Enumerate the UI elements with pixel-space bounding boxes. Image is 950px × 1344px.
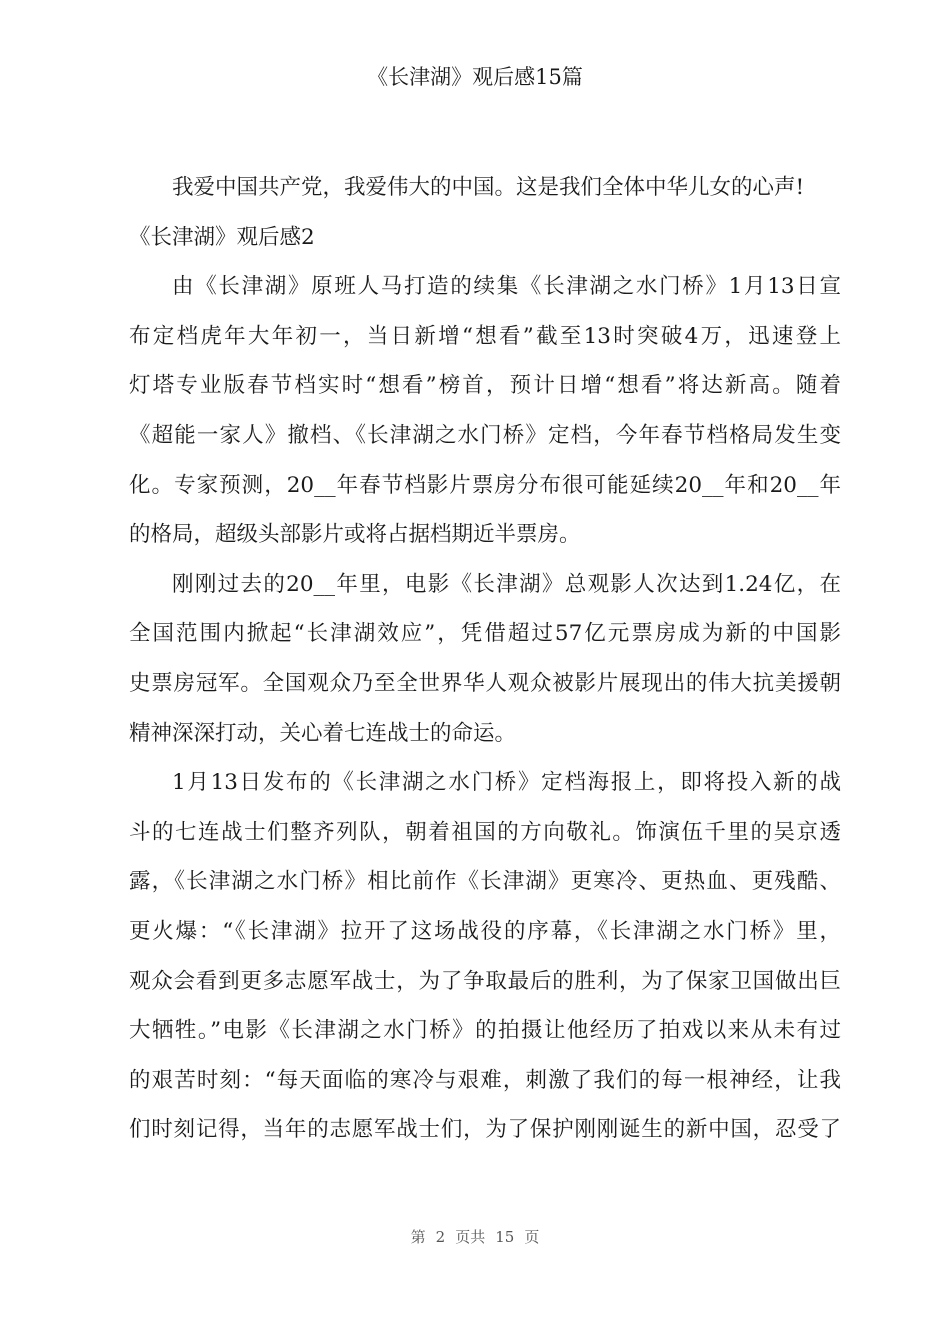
text-line: 灯塔专业版春节档实时“想看”榜首，预计日增“想看”将达新高。随着	[129, 373, 841, 399]
page-number-footer	[0, 1226, 950, 1248]
text-line: 观众会看到更多志愿军战士，为了争取最后的胜利，为了保家卫国做出巨	[129, 968, 841, 994]
footer-middle: 页共	[455, 1228, 486, 1246]
text-line: 全国范围内掀起“长津湖效应”，凭借超过57亿元票房成为新的中国影	[129, 621, 841, 647]
footer-prefix: 第	[410, 1228, 426, 1246]
text-line: 1月13日发布的《长津湖之水门桥》定档海报上，即将投入新的战	[172, 770, 841, 796]
text-line: 们时刻记得，当年的志愿军战士们，为了保护刚刚诞生的新中国，忍受了	[129, 1117, 841, 1143]
text-line: 《超能一家人》撤档、《长津湖之水门桥》定档，今年春节档格局发生变	[129, 422, 841, 448]
text-line: 的格局，超级头部影片或将占据档期近半票房。	[129, 522, 581, 548]
text-line: 露，《长津湖之水门桥》相比前作《长津湖》更寒冷、更热血、更残酷、	[129, 869, 841, 895]
current-page-number: 2	[435, 1228, 446, 1246]
text-line: 史票房冠军。全国观众乃至全世界华人观众被影片展现出的伟大抗美援朝	[129, 670, 841, 696]
text-line: 精神深深打动，关心着七连战士的命运。	[129, 720, 517, 746]
text-line: 刚刚过去的20__年里，电影《长津湖》总观影人次达到1.24亿，在	[172, 571, 841, 597]
section-heading: 《长津湖》观后感2	[129, 224, 315, 250]
text-line: 我爱中国共产党，我爱伟大的中国。这是我们全体中华儿女的心声!	[172, 175, 805, 200]
text-line: 大牺牲。”电影《长津湖之水门桥》的拍摄让他经历了拍戏以来从未有过	[129, 1018, 841, 1044]
text-line: 布定档虎年大年初一，当日新增“想看”截至13时突破4万，迅速登上	[129, 323, 841, 349]
footer-suffix: 页	[524, 1228, 540, 1246]
document-title: 《长津湖》观后感15篇	[367, 65, 583, 89]
text-line: 斗的七连战士们整齐列队，朝着祖国的方向敬礼。饰演伍千里的吴京透	[129, 819, 841, 845]
text-line: 由《长津湖》原班人马打造的续集《长津湖之水门桥》1月13日宣	[172, 274, 841, 300]
document-body	[129, 172, 841, 1164]
text-line: 更火爆：“《长津湖》拉开了这场战役的序幕，《长津湖之水门桥》里，	[129, 918, 841, 944]
text-line: 的艰苦时刻：“每天面临的寒冷与艰难，刺激了我们的每一根神经，让我	[129, 1067, 841, 1093]
total-page-count: 15	[495, 1228, 515, 1246]
text-line: 化。专家预测，20__年春节档影片票房分布很可能延续20__年和20__年	[129, 472, 841, 498]
